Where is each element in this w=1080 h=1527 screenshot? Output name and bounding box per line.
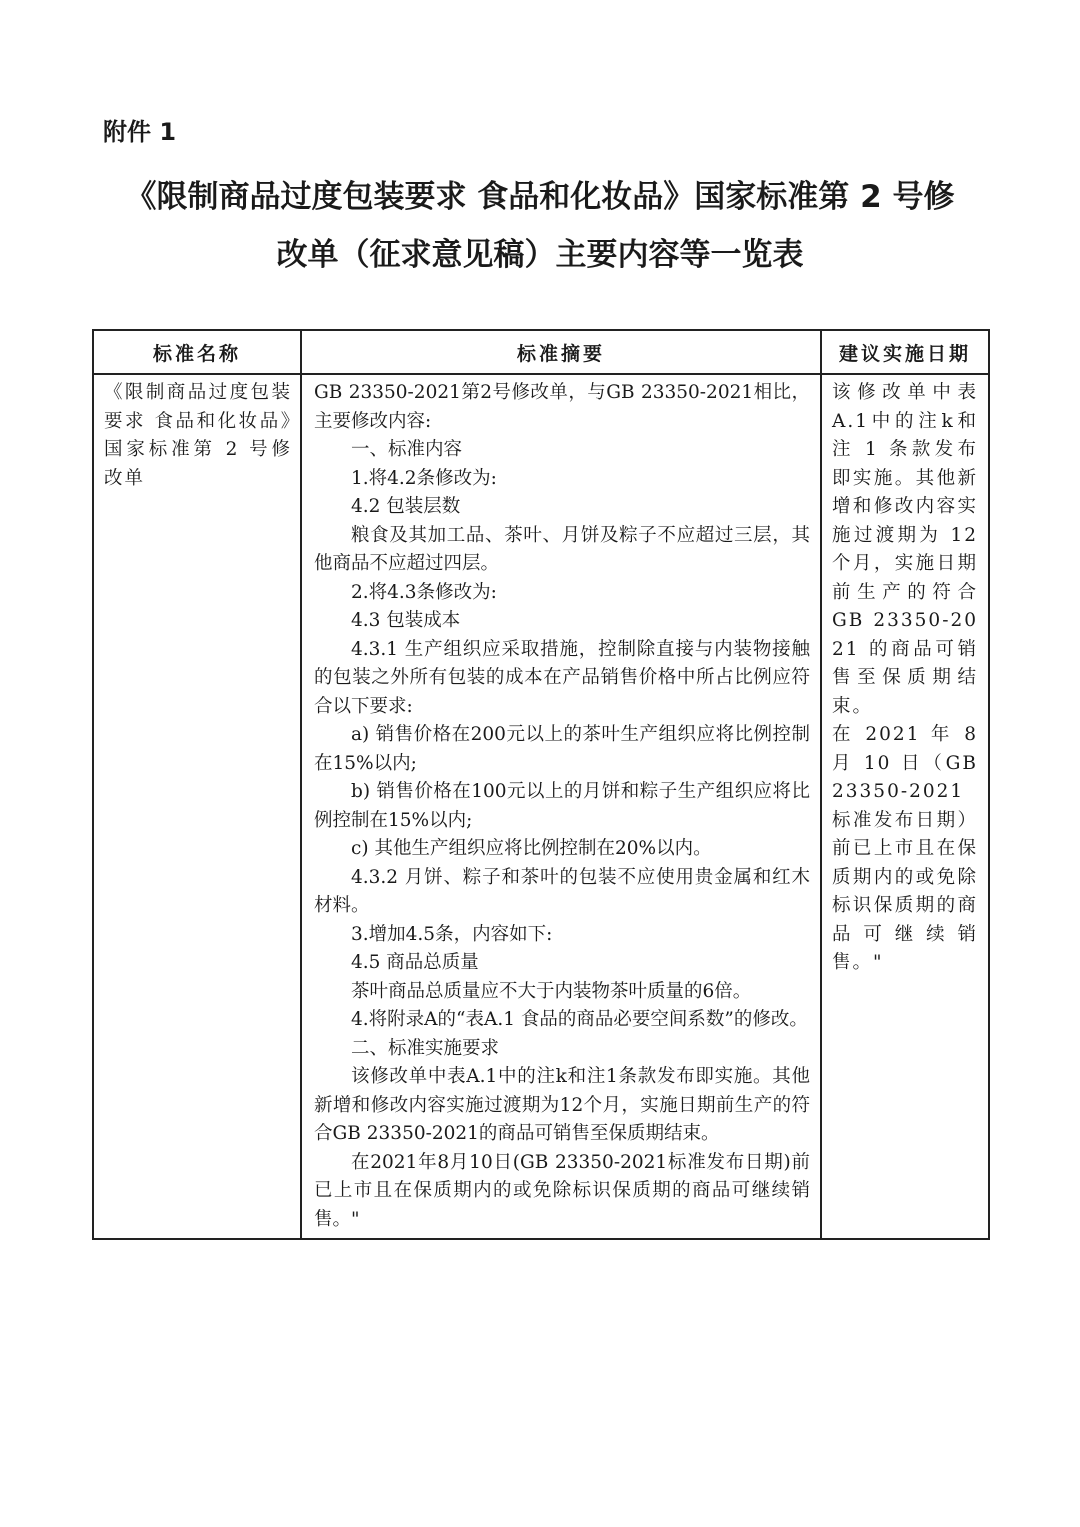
standard-name-cell (93, 374, 301, 1239)
summary-paragraph: c) 其他生产组织应将比例控制在20%以内。 (351, 838, 712, 859)
page-title-line-2: 改单（征求意见稿）主要内容等一览表 (276, 237, 804, 273)
implementation-date-paragraph: 该修改单中表A.1中的注k和注 1 条款发布即实施。其他新增和修改内容实施过渡期为 12 个月，实施日期前生产的符合 GB 23350-2021 的商品可销售至保质期结束。 (832, 382, 978, 717)
summary-paragraph: 1.将4.2条修改为: (351, 467, 497, 489)
summary-paragraph: 4.2 包装层数 (351, 496, 461, 517)
summary-paragraph: 4.5 商品总质量 (351, 952, 479, 973)
summary-paragraph: 二、标准实施要求 (351, 1037, 500, 1059)
page-title (80, 168, 1000, 284)
implementation-date-paragraph: 在 2021 年 8 月 10 日（GB 23350-2021 标准发布日期）前已上市且在保质期内的或免除标识保质期的商品可继续销售。" (832, 724, 978, 973)
table-header-row (93, 330, 989, 374)
summary-paragraph: b) 销售价格在100元以上的月饼和粽子生产组织应将比例控制在15%以内; (314, 781, 810, 831)
summary-paragraph: 2.将4.3条修改为: (351, 581, 497, 603)
page-title-line-1: 《限制商品过度包装要求 食品和化妆品》国家标准第 2 号修 (125, 179, 955, 215)
attachment-label: 附件 1 (103, 118, 177, 146)
summary-paragraph: 粮食及其加工品、茶叶、月饼及粽子不应超过三层，其他商品不应超过四层。 (314, 524, 810, 574)
summary-paragraph: 4.3.2 月饼、粽子和茶叶的包装不应使用贵金属和红木材料。 (314, 866, 810, 916)
column-header-summary: 标准摘要 (301, 330, 821, 374)
summary-paragraph: a) 销售价格在200元以上的茶叶生产组织应将比例控制在15%以内; (314, 724, 810, 774)
implementation-date-cell (821, 374, 989, 1239)
summary-paragraph: GB 23350-2021第2号修改单，与GB 23350-2021相比，主要修改内容: (314, 382, 810, 432)
implementation-date-text (822, 375, 988, 984)
summary-paragraph: 在2021年8月10日(GB 23350-2021标准发布日期)前已上市且在保质期内的或免除标识保质期的商品可继续销售。" (314, 1151, 810, 1230)
column-header-standard-name: 标准名称 (93, 330, 301, 374)
summary-paragraph: 一、标准内容 (351, 439, 463, 460)
standards-table (92, 329, 990, 1240)
summary-cell (301, 374, 821, 1239)
summary-paragraph: 3.增加4.5条，内容如下: (351, 923, 553, 945)
summary-paragraph: 该修改单中表A.1中的注k和注1条款发布即实施。其他新增和修改内容实施过渡期为12个月，实施日期前生产的符合GB 23350-2021的商品可销售至保质期结束。 (314, 1066, 810, 1144)
summary-paragraph: 4.3.1 生产组织应采取措施，控制除直接与内装物接触的包装之外所有包装的成本在产品销售价格中所占比例应符合以下要求: (314, 638, 810, 717)
summary-text (302, 375, 820, 1238)
summary-paragraph: 4.将附录A的“表A.1 食品的商品必要空间系数”的修改。 (351, 1009, 808, 1030)
standard-name-text: 《限制商品过度包装要求 食品和化妆品》国家标准第 2 号修改单 (104, 382, 292, 489)
table-row (93, 374, 989, 1239)
column-header-implementation-date: 建议实施日期 (821, 330, 989, 374)
summary-paragraph: 茶叶商品总质量应不大于内装物茶叶质量的6倍。 (351, 980, 752, 1002)
summary-paragraph: 4.3 包装成本 (351, 610, 461, 631)
